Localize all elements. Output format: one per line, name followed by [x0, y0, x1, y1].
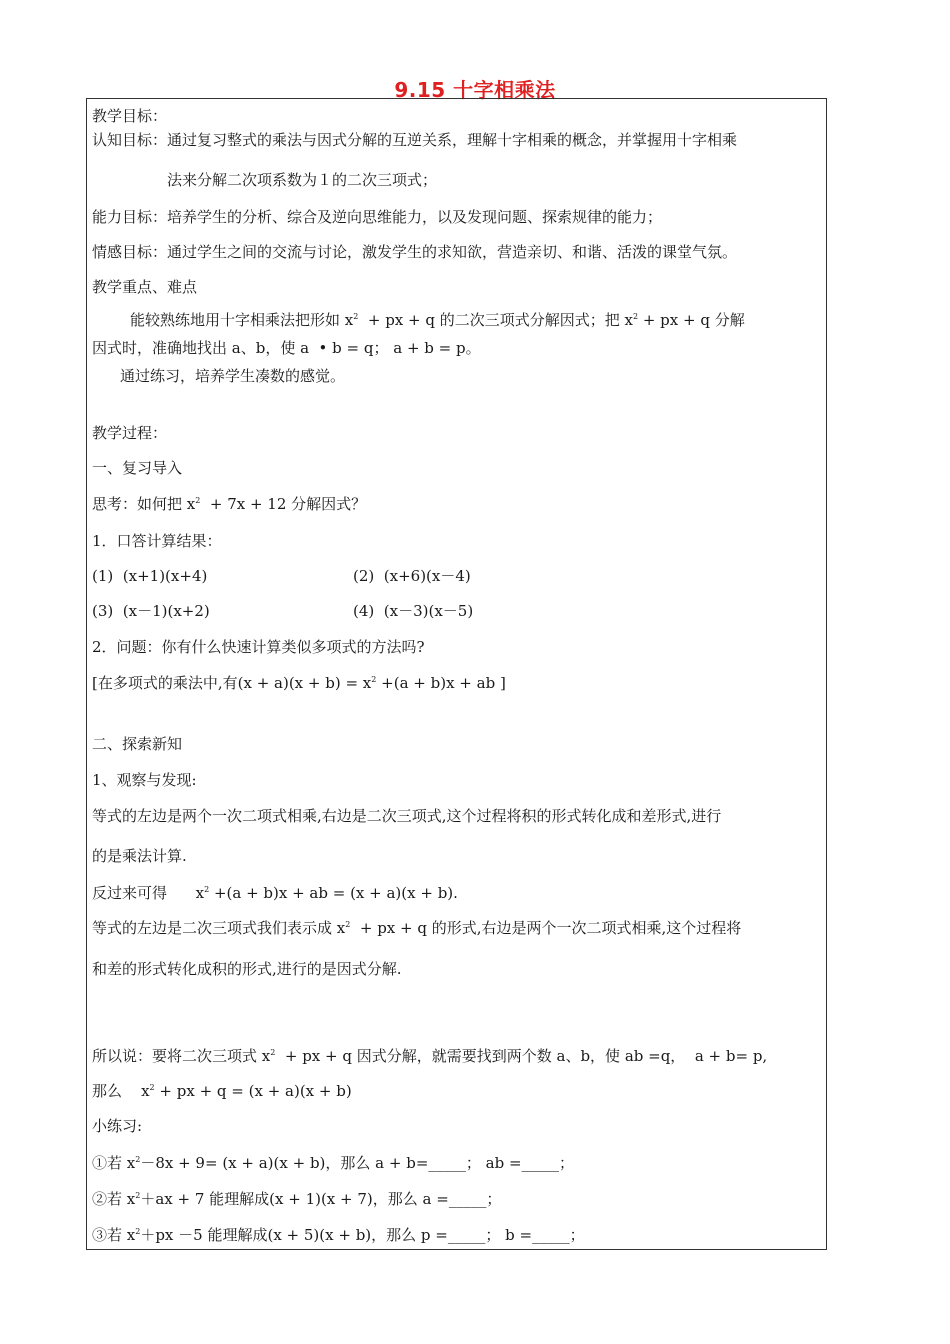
exercise-3: ③若 $x^2+px -5$ 能理解成(x + 5)(x + b)，那么 p =_____； b =_____； [92, 1226, 585, 1244]
explore-line-3: 等式的左边是二次三项式我们表示成 $x^2$ + px + q 的形式,右边是两个一次二项式相乘,这个过程将 [92, 919, 742, 937]
conclusion-line-1: 所以说：要将二次三项式 $x^2$ + px + q 因式分解，就需要找到两个数 a、b，使 ab =q， a + b= p, [92, 1047, 768, 1065]
conclusion-line-2: 那么 $x^2$ + px + q = (x + a)(x + b) [92, 1082, 352, 1100]
ability-goal: 能力目标：培养学生的分析、综合及逆向思维能力，以及发现问题、探索规律的能力； [92, 208, 663, 226]
explore-line-1: 等式的左边是两个一次二项式相乘,右边是二次三项式,这个过程将积的形式转化成和差形式,进行 [92, 807, 722, 825]
page-title: 9.15 十字相乘法 [394, 78, 556, 102]
calc-item-2: (2) (x+6)(x－4) [353, 567, 471, 585]
think-question: 思考：如何把 $x^2 + 7x + 12$ 分解因式？ [92, 495, 367, 513]
multiplication-formula: [在多项式的乘法中,有$(x + a)(x + b) = x^2 +(a + b)x$ + ab ] [92, 674, 506, 692]
goals-heading: 教学目标： [92, 107, 168, 125]
oral-answer-prompt: 1．口答计算结果： [92, 532, 222, 550]
observe-heading: 1、观察与发现: [92, 771, 197, 789]
reverse-formula: 反过来可得 $x^2 +(a + b)x$ + ab = (x + a)(x + b). [92, 884, 458, 902]
process-heading: 教学过程： [92, 424, 168, 442]
emotion-goal: 情感目标：通过学生之间的交流与讨论，激发学生的求知欲，营造亲切、和谐、活泼的课堂气氛。 [92, 243, 738, 261]
explore-line-4: 和差的形式转化成积的形式,进行的是因式分解. [92, 960, 402, 978]
question-2: 2．问题：你有什么快速计算类似多项式的方法吗? [92, 638, 425, 656]
cognitive-goal-line-1: 认知目标：通过复习整式的乘法与因式分解的互逆关系，理解十字相乘的概念，并掌握用十字相乘 [92, 131, 738, 149]
key-point-line-2: 因式时，准确地找出 a、b，使 a • b = q； a + b = p。 [92, 339, 481, 357]
key-point-line-1: 能较熟练地用十字相乘法把形如 $x^2$ + px + q 的二次三项式分解因式；把 $x^2$ + px + q 分解 [130, 311, 745, 329]
exercise-1: ①若 $x^2-8x + 9= (x + a)(x + b)$，那么 a + b=_____； ab =_____； [92, 1154, 575, 1172]
explore-heading: 二、探索新知 [92, 735, 183, 753]
exercise-2: ②若 $x^2+ax + 7$ 能理解成(x + 1)(x + 7)，那么 a =_____； [92, 1190, 502, 1208]
calc-item-3: (3) (x－1)(x+2) [92, 602, 210, 620]
cognitive-goal-line-2: 法来分解二次项系数为１的二次三项式； [167, 171, 438, 189]
calc-item-4: (4) (x－3)(x－5) [353, 602, 474, 620]
explore-line-2: 的是乘法计算. [92, 847, 187, 865]
review-heading: 一、复习导入 [92, 459, 183, 477]
key-point-line-3: 通过练习，培养学生凑数的感觉。 [120, 367, 346, 385]
practice-heading: 小练习: [92, 1117, 143, 1135]
calc-item-1: (1) (x+1)(x+4) [92, 567, 208, 585]
key-points-heading: 教学重点、难点 [92, 278, 198, 296]
